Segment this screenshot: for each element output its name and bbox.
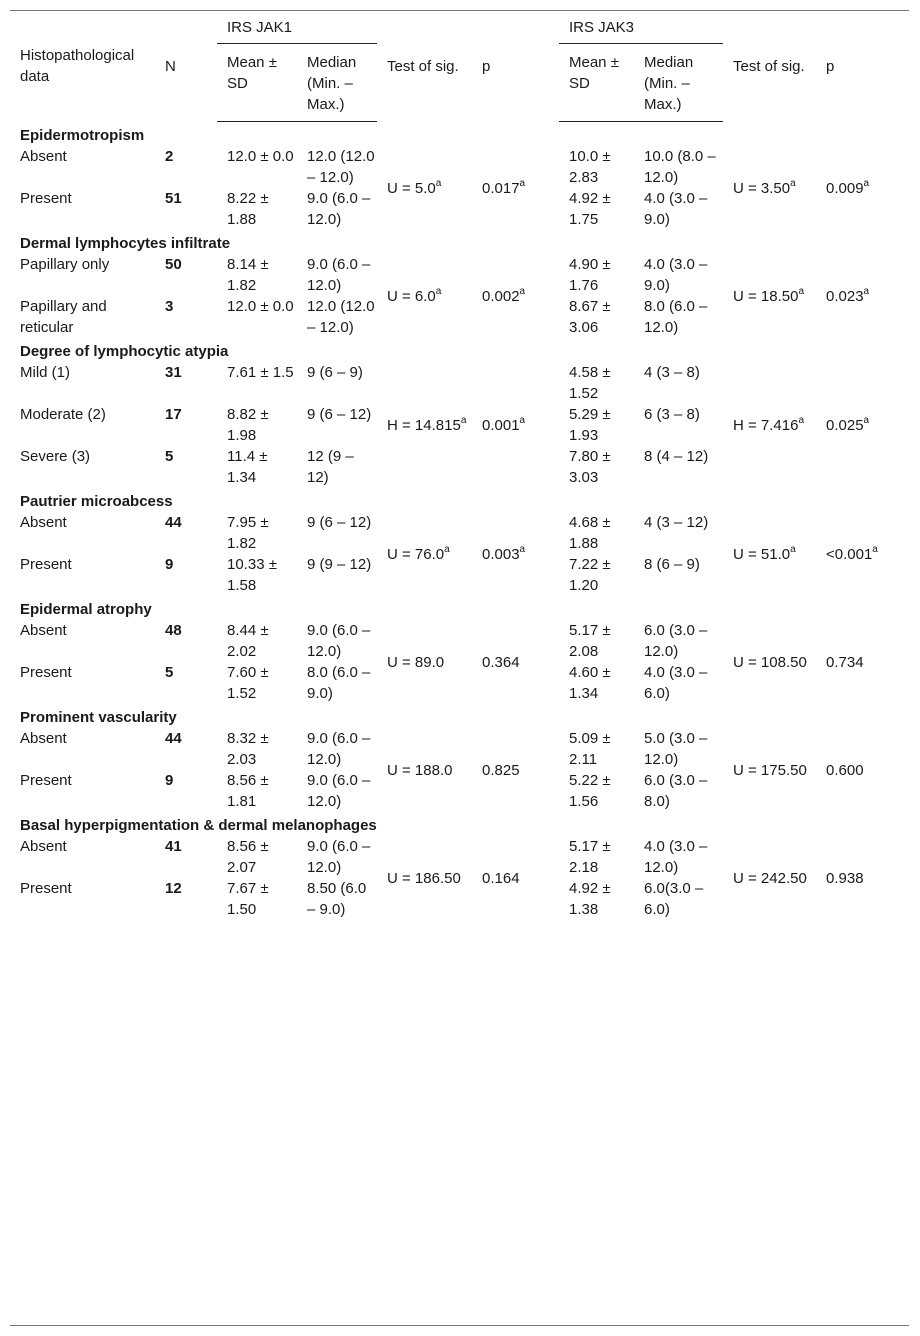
section-header-row: [10, 596, 909, 620]
jak3-test-of-sig: [723, 146, 816, 230]
row-label: Present: [20, 880, 72, 897]
row-label: Absent: [20, 514, 67, 531]
jak1-test-of-sig-value: U = 6.0: [387, 287, 436, 305]
jak1-median: 9.0 (6.0 – 12.0): [307, 772, 371, 810]
row-n: 31: [165, 364, 182, 381]
header-irs-jak1: IRS JAK1: [217, 11, 377, 44]
jak1-test-of-sig: [377, 836, 472, 920]
jak1-mean-sd: 8.56 ± 1.81: [227, 772, 269, 810]
jak3-mean-sd: 4.60 ± 1.34: [569, 664, 611, 702]
jak1-p-value: [472, 146, 559, 230]
jak3-p-value-value: 0.938: [826, 869, 864, 887]
jak3-p-value-value: 0.009: [826, 179, 864, 197]
row-label: Mild (1): [20, 364, 71, 381]
jak3-mean-sd: 4.92 ± 1.38: [569, 880, 611, 918]
jak3-mean-sd: 5.17 ± 2.18: [569, 838, 611, 876]
jak3-test-of-sig-value: U = 3.50: [733, 179, 791, 197]
jak1-mean-sd: 8.14 ± 1.82: [227, 256, 269, 294]
row-n: 9: [165, 556, 174, 573]
jak3-median: 6.0 (3.0 – 12.0): [644, 622, 708, 660]
jak3-test-of-sig: [723, 836, 816, 920]
jak3-median: 4 (3 – 12): [644, 514, 709, 531]
jak1-median: 8.0 (6.0 – 9.0): [307, 664, 371, 702]
jak3-mean-sd: 5.09 ± 2.11: [569, 730, 611, 768]
jak1-median: 9 (9 – 12): [307, 556, 372, 573]
footnote-marker: a: [519, 414, 526, 426]
row-label: Absent: [20, 148, 67, 165]
table-row: [10, 728, 909, 770]
jak1-mean-sd: 7.61 ± 1.5: [227, 364, 294, 381]
footnote-marker: a: [519, 285, 526, 297]
row-n: 9: [165, 772, 174, 789]
row-label: Present: [20, 556, 72, 573]
jak1-median: 12.0 (12.0 – 12.0): [307, 298, 375, 336]
jak1-p-value: [472, 728, 559, 812]
jak1-p-value-value: 0.364: [482, 653, 520, 671]
jak1-test-of-sig-value: U = 186.50: [387, 869, 461, 887]
jak1-p-value-value: 0.164: [482, 869, 520, 887]
header-jak3-median: Median (Min. – Max.): [634, 44, 723, 122]
table-body: [10, 122, 909, 921]
jak3-p-value: [816, 146, 909, 230]
footnote-marker: a: [863, 177, 870, 189]
jak3-mean-sd: 7.22 ± 1.20: [569, 556, 611, 594]
jak3-test-of-sig: [723, 254, 816, 338]
table-row: [10, 836, 909, 878]
header-jak3-p: p: [826, 57, 835, 75]
jak3-median: 6 (3 – 8): [644, 406, 700, 423]
jak3-median: 4.0 (3.0 – 12.0): [644, 838, 708, 876]
header-jak1-mean-sd: Mean ± SD: [217, 44, 297, 122]
row-n: 50: [165, 256, 182, 273]
jak3-mean-sd: 4.68 ± 1.88: [569, 514, 611, 552]
jak3-median: 4 (3 – 8): [644, 364, 700, 381]
section-title: Degree of lymphocytic atypia: [20, 343, 229, 360]
jak1-p-value-value: 0.001: [482, 416, 520, 434]
jak1-p-value: [472, 836, 559, 920]
jak3-test-of-sig: [723, 620, 816, 704]
jak1-test-of-sig: [377, 146, 472, 230]
footnote-marker: a: [519, 543, 526, 555]
footnote-marker: a: [790, 177, 796, 189]
jak3-mean-sd: 4.92 ± 1.75: [569, 190, 611, 228]
jak3-mean-sd: 7.80 ± 3.03: [569, 448, 611, 486]
jak3-mean-sd: 5.17 ± 2.08: [569, 622, 611, 660]
header-histopathological-data: Histopathological data: [20, 47, 135, 86]
jak1-p-value-value: 0.003: [482, 545, 520, 563]
jak1-test-of-sig-value: U = 188.0: [387, 761, 453, 779]
section-title: Basal hyperpigmentation & dermal melanophages: [20, 817, 377, 834]
section-filler: [155, 596, 909, 620]
row-n: 48: [165, 622, 182, 639]
jak3-mean-sd: 5.22 ± 1.56: [569, 772, 611, 810]
jak1-test-of-sig: [377, 362, 472, 488]
jak3-p-value-value: <0.001: [826, 545, 873, 563]
jak3-median: 6.0 (3.0 – 8.0): [644, 772, 708, 810]
jak1-p-value-value: 0.002: [482, 287, 520, 305]
row-n: 5: [165, 664, 174, 681]
jak3-test-of-sig-value: U = 242.50: [733, 869, 807, 887]
jak3-test-of-sig-value: U = 18.50: [733, 287, 799, 305]
jak1-p-value: [472, 254, 559, 338]
row-label: Papillary only: [20, 256, 110, 273]
jak1-test-of-sig: [377, 512, 472, 596]
section-title: Dermal lymphocytes infiltrate: [20, 235, 231, 252]
jak1-median: 9.0 (6.0 – 12.0): [307, 256, 371, 294]
row-label: Present: [20, 772, 72, 789]
jak1-median: 9.0 (6.0 – 12.0): [307, 190, 371, 228]
jak1-test-of-sig: [377, 728, 472, 812]
section-header-row: [10, 122, 909, 147]
jak1-mean-sd: 10.33 ± 1.58: [227, 556, 277, 594]
jak1-test-of-sig-value: U = 89.0: [387, 653, 445, 671]
row-label: Absent: [20, 730, 67, 747]
header-jak1-median: Median (Min. – Max.): [297, 44, 377, 122]
jak1-p-value-value: 0.017: [482, 179, 520, 197]
header-jak1-test-of-sig: Test of sig.: [387, 57, 459, 75]
jak1-p-value: [472, 512, 559, 596]
jak1-p-value: [472, 620, 559, 704]
row-n: 2: [165, 148, 174, 165]
jak3-median: 10.0 (8.0 – 12.0): [644, 148, 716, 186]
jak1-mean-sd: 7.67 ± 1.50: [227, 880, 269, 918]
jak3-p-value-value: 0.600: [826, 761, 864, 779]
jak3-median: 6.0(3.0 – 6.0): [644, 880, 704, 918]
jak3-p-value: [816, 362, 909, 488]
jak3-mean-sd: 4.90 ± 1.76: [569, 256, 611, 294]
row-label: Absent: [20, 622, 67, 639]
jak3-mean-sd: 4.58 ± 1.52: [569, 364, 611, 402]
header-jak1-p: p: [482, 57, 491, 75]
jak3-mean-sd: 10.0 ± 2.83: [569, 148, 611, 186]
jak3-p-value-value: 0.025: [826, 416, 864, 434]
header-jak3-mean-sd: Mean ± SD: [559, 44, 634, 122]
footnote-marker: a: [519, 177, 526, 189]
section-title: Prominent vascularity: [20, 709, 177, 726]
row-n: 5: [165, 448, 174, 465]
jak1-mean-sd: 8.22 ± 1.88: [227, 190, 269, 228]
jak3-p-value: [816, 254, 909, 338]
jak1-test-of-sig-value: U = 76.0: [387, 545, 445, 563]
jak1-mean-sd: 7.60 ± 1.52: [227, 664, 269, 702]
table-row: [10, 362, 909, 404]
jak3-test-of-sig-value: U = 175.50: [733, 761, 807, 779]
jak3-p-value: [816, 728, 909, 812]
jak1-p-value-value: 0.825: [482, 761, 520, 779]
row-label: Moderate (2): [20, 406, 106, 423]
section-header-row: [10, 812, 909, 836]
jak1-median: 9 (6 – 12): [307, 406, 372, 423]
row-n: 17: [165, 406, 182, 423]
jak1-test-of-sig: [377, 620, 472, 704]
jak3-test-of-sig-value: H = 7.416: [733, 416, 799, 434]
jak1-mean-sd: 7.95 ± 1.82: [227, 514, 269, 552]
jak3-test-of-sig-value: U = 51.0: [733, 545, 791, 563]
row-n: 44: [165, 730, 182, 747]
results-table: [10, 11, 909, 920]
row-n: 41: [165, 838, 182, 855]
jak1-p-value: [472, 362, 559, 488]
jak1-mean-sd: 8.32 ± 2.03: [227, 730, 269, 768]
footnote-marker: a: [435, 285, 442, 297]
jak1-test-of-sig-value: H = 14.815: [387, 416, 461, 434]
jak1-mean-sd: 11.4 ± 1.34: [227, 448, 268, 486]
jak3-test-of-sig: [723, 362, 816, 488]
footnote-marker: a: [460, 414, 467, 426]
row-n: 44: [165, 514, 182, 531]
jak1-mean-sd: 8.82 ± 1.98: [227, 406, 269, 444]
table-row: [10, 254, 909, 296]
footnote-marker: a: [798, 414, 805, 426]
jak1-median: 9.0 (6.0 – 12.0): [307, 622, 371, 660]
section-header-row: [10, 338, 909, 362]
header-n: N: [165, 57, 176, 75]
jak3-median: 4.0 (3.0 – 9.0): [644, 256, 708, 294]
jak1-median: 9 (6 – 12): [307, 514, 372, 531]
jak3-p-value-value: 0.023: [826, 287, 864, 305]
jak3-p-value-value: 0.734: [826, 653, 864, 671]
jak3-p-value: [816, 512, 909, 596]
section-header-row: [10, 230, 909, 254]
jak1-mean-sd: 8.56 ± 2.07: [227, 838, 269, 876]
jak3-test-of-sig-value: U = 108.50: [733, 653, 807, 671]
jak3-test-of-sig: [723, 512, 816, 596]
jak3-mean-sd: 8.67 ± 3.06: [569, 298, 611, 336]
row-label: Present: [20, 664, 72, 681]
row-n: 51: [165, 190, 182, 207]
jak3-median: 8 (4 – 12): [644, 448, 709, 465]
jak3-median: 5.0 (3.0 – 12.0): [644, 730, 708, 768]
jak3-median: 8.0 (6.0 – 12.0): [644, 298, 708, 336]
footnote-marker: a: [872, 543, 878, 555]
table-row: [10, 512, 909, 554]
table-row: [10, 146, 909, 188]
jak3-median: 4.0 (3.0 – 6.0): [644, 664, 708, 702]
section-title: Pautrier microabcess: [20, 493, 173, 510]
jak1-mean-sd: 12.0 ± 0.0: [227, 298, 294, 315]
jak3-p-value: [816, 836, 909, 920]
jak1-median: 12.0 (12.0 – 12.0): [307, 148, 375, 186]
footnote-marker: a: [790, 543, 796, 555]
jak1-median: 9.0 (6.0 – 12.0): [307, 730, 371, 768]
row-label: Absent: [20, 838, 67, 855]
jak1-median: 9.0 (6.0 – 12.0): [307, 838, 371, 876]
jak3-median: 8 (6 – 9): [644, 556, 700, 573]
jak3-p-value: [816, 620, 909, 704]
jak1-median: 12 (9 – 12): [307, 448, 354, 486]
section-title: Epidermotropism: [20, 127, 145, 144]
footnote-marker: a: [444, 543, 450, 555]
jak1-median: 9 (6 – 9): [307, 364, 363, 381]
table-row: [10, 620, 909, 662]
header-jak3-test-of-sig: Test of sig.: [733, 57, 805, 75]
row-n: 12: [165, 880, 182, 897]
jak3-mean-sd: 5.29 ± 1.93: [569, 406, 611, 444]
section-title: Epidermal atrophy: [20, 601, 152, 618]
row-label: Severe (3): [20, 448, 91, 465]
jak3-test-of-sig: [723, 728, 816, 812]
header-irs-jak3: IRS JAK3: [559, 11, 723, 44]
results-table-container: [10, 10, 909, 1326]
section-header-row: [10, 488, 909, 512]
jak1-test-of-sig-value: U = 5.0: [387, 179, 436, 197]
jak1-median: 8.50 (6.0 – 9.0): [307, 880, 367, 918]
footnote-marker: a: [863, 285, 870, 297]
jak3-median: 4.0 (3.0 – 9.0): [644, 190, 708, 228]
footnote-marker: a: [798, 285, 805, 297]
jak1-mean-sd: 12.0 ± 0.0: [227, 148, 294, 165]
footnote-marker: a: [435, 177, 442, 189]
footnote-marker: a: [863, 414, 870, 426]
jak1-mean-sd: 8.44 ± 2.02: [227, 622, 269, 660]
section-header-row: [10, 704, 909, 728]
row-label: Present: [20, 190, 72, 207]
row-n: 3: [165, 298, 174, 315]
jak1-test-of-sig: [377, 254, 472, 338]
row-label: Papillary and reticular: [20, 298, 107, 336]
